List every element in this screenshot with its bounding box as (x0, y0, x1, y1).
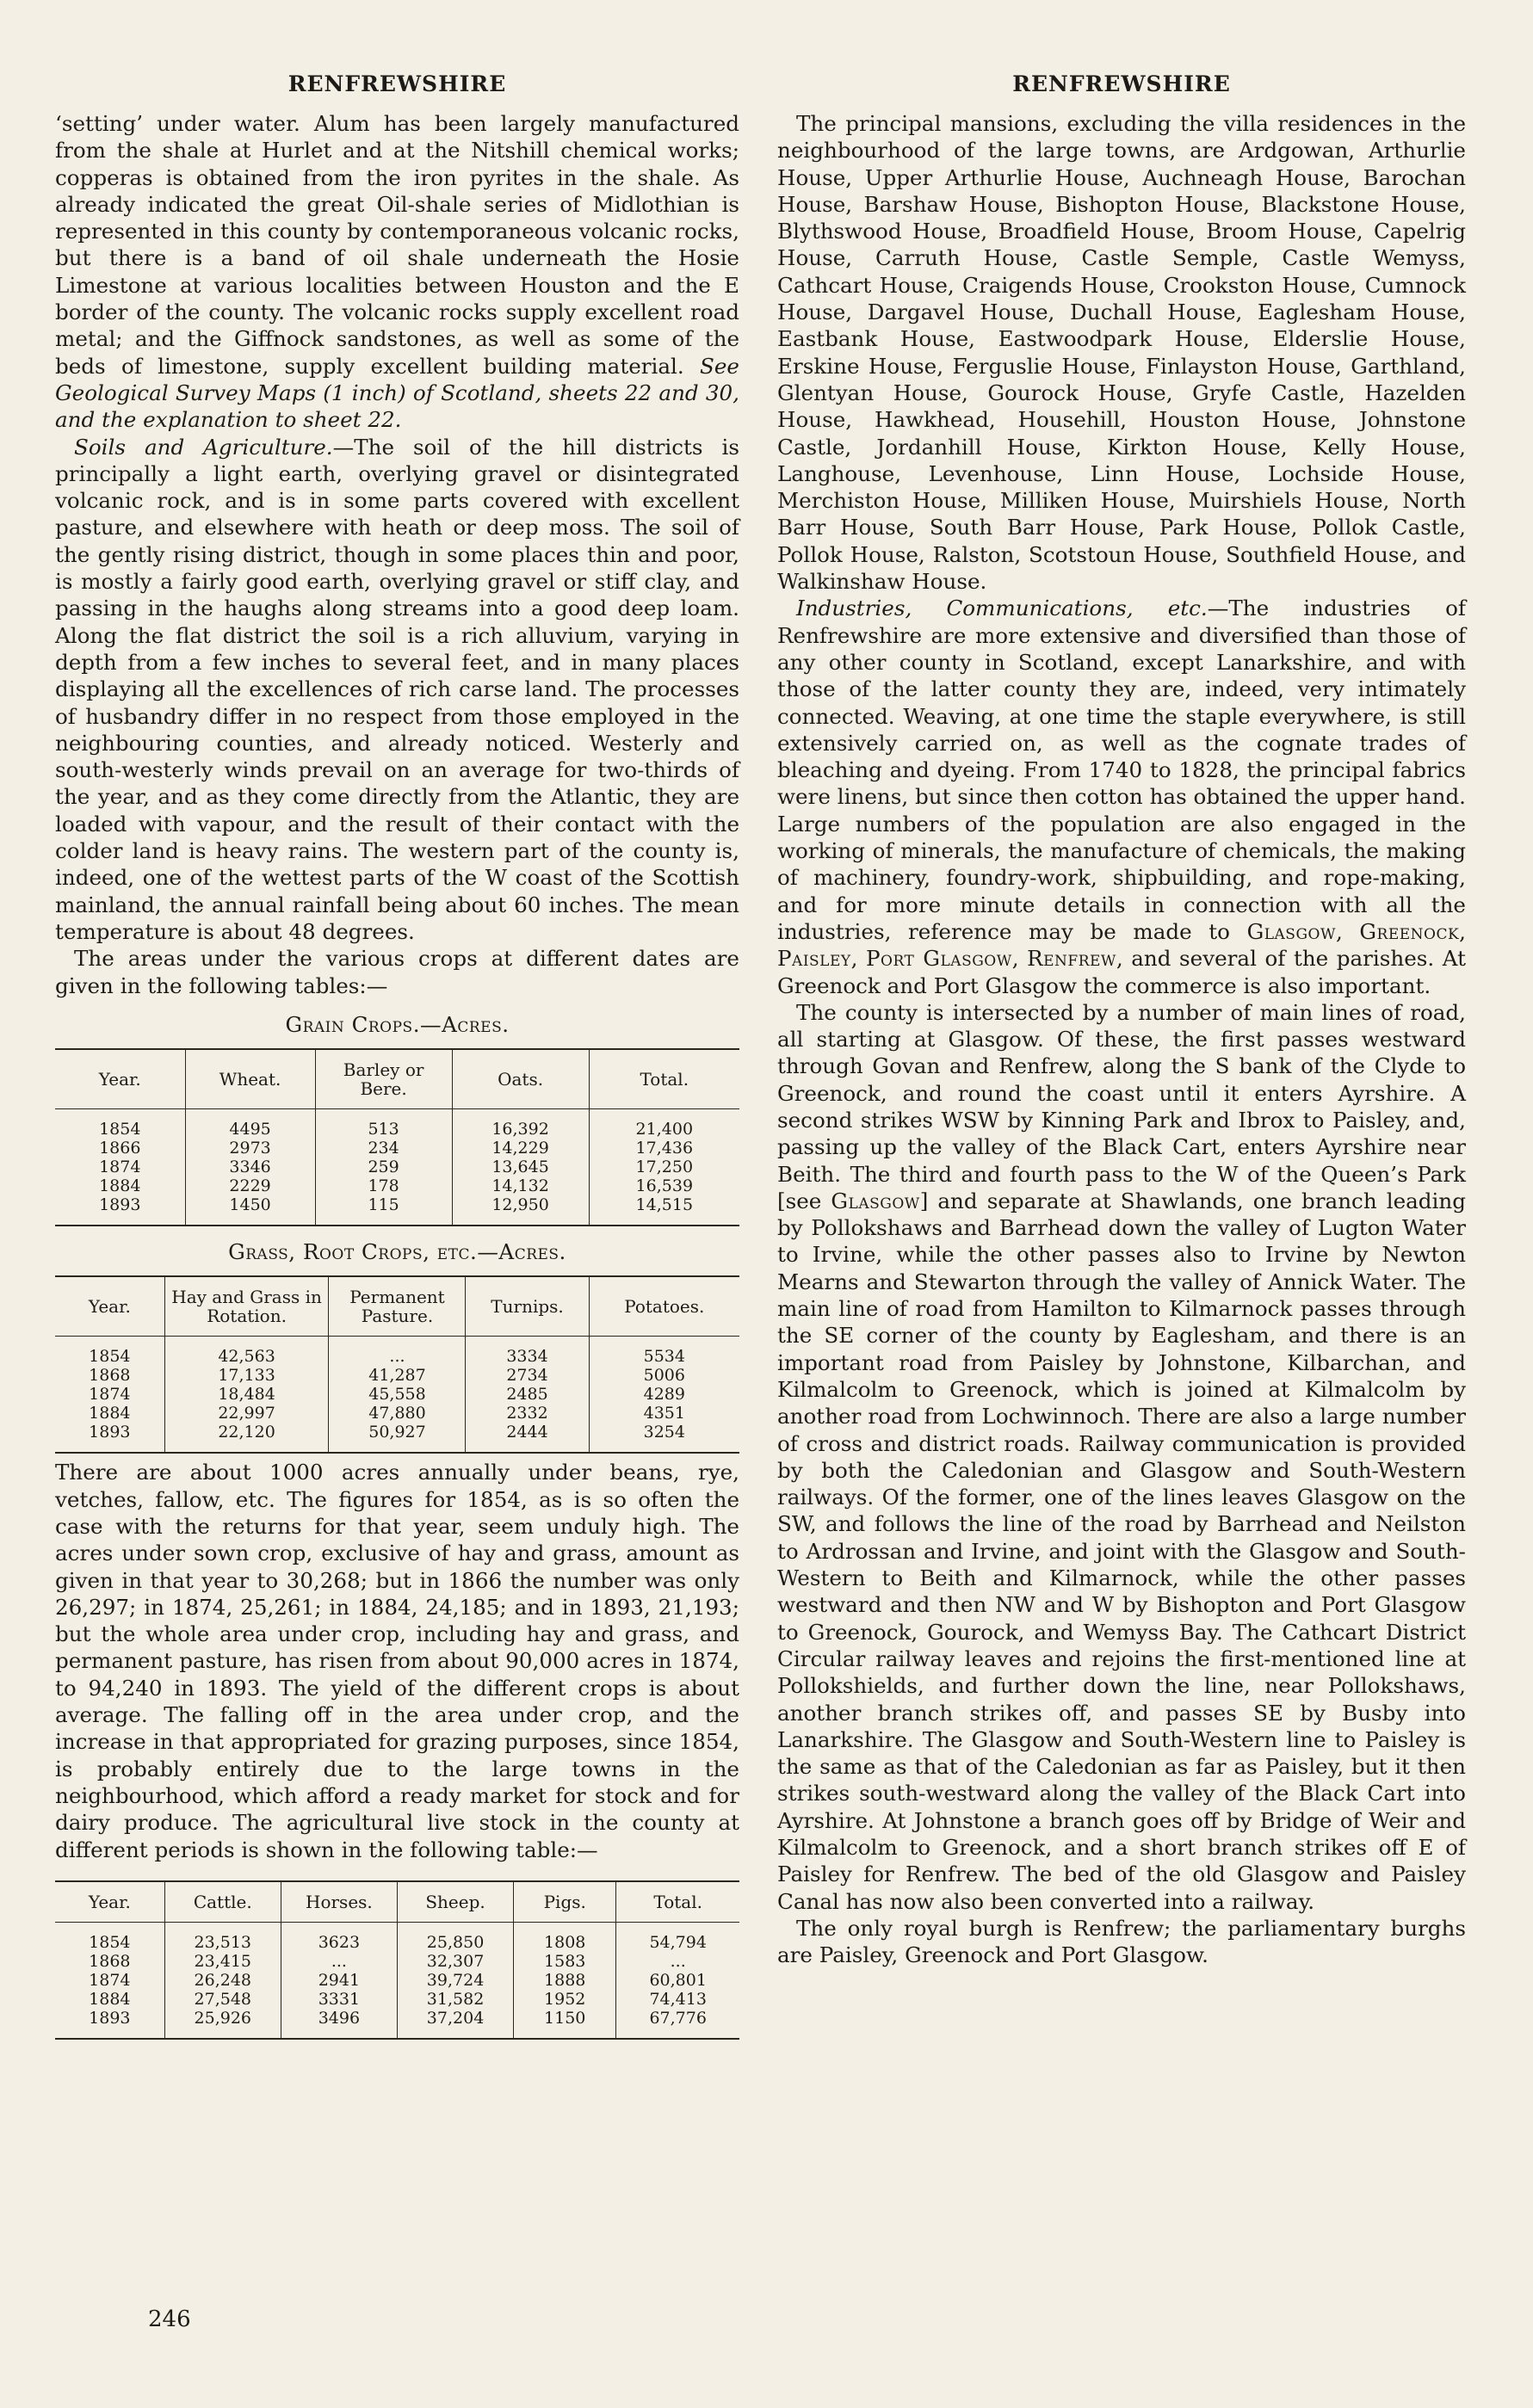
cross-reference: Renfrew (1027, 946, 1116, 972)
column-header: Total. (616, 1881, 739, 1923)
cross-reference: Glasgow (831, 1188, 920, 1213)
table-row: 1893 1450 115 12,950 14,515 (55, 1195, 739, 1226)
table-row: 1884 27,548 3331 31,582 1952 74,413 (55, 1990, 739, 2009)
paragraph-geology: ‘setting’ under water. Alum has been largely manufactured from the shale at Hurlet and at the Nitshill chemical works; copperas is obtained from the iron pyrites in the shale. As already indicated the great Oil-shale series of Midlothian is represented in this county by contemporaneous volcanic rocks, but there is a band of oil shale underneath the Hosie Limestone at various localities between Houston and the E border of the county. The volcanic rocks supply excellent road metal; and the Giffnock sandstones, as well as some of the beds of limestone, supply excellent building material. See Geological Survey Maps (1 inch) of Scotland, sheets 22 and 30, and the explanation to sheet 22. (55, 111, 739, 433)
cross-reference: Paisley (777, 946, 851, 972)
table-live-stock (55, 1880, 739, 2040)
right-column (777, 67, 1466, 1968)
section-heading-industries: Industries, Communications, etc. (796, 596, 1208, 621)
section-heading-soils: Soils and Agriculture. (74, 434, 333, 460)
column-header: Oats. (452, 1049, 589, 1109)
table-grass-root-crops (55, 1275, 739, 1454)
cross-reference: Greenock (1359, 918, 1460, 944)
table-row: 1893 25,926 3496 37,204 1150 67,776 (55, 2009, 739, 2039)
table-header-row (55, 1049, 739, 1109)
table-row: 1866 2973 234 14,229 17,436 (55, 1139, 739, 1158)
table-row: 1854 23,513 3623 25,850 1808 54,794 (55, 1922, 739, 1952)
table-row: 1874 3346 259 13,645 17,250 (55, 1158, 739, 1176)
left-column (55, 67, 739, 2045)
survey-map-reference: See Geological Survey Maps (1 inch) of Scotland, sheets 22 and 30, and the explanation to sheet 22. (55, 353, 739, 433)
column-header: Barley or Bere. (315, 1049, 452, 1109)
table-caption-grass: Grass, Root Crops, etc.—Acres. (228, 1239, 566, 1265)
column-header: Permanent Pasture. (329, 1276, 466, 1337)
paragraph-industries: Industries, Communications, etc.—The industries of Renfrewshire are more extensive and diversified than those of any other county in Scotland, except Lanarkshire, and with those of the latter county they are, indeed, very intimately connected. Weaving, at one time the staple everywhere, is still extensively carried on, as well as the cognate trades of bleaching and dyeing. From 1740 to 1828, the principal fabrics were linens, but since then cotton has obtained the upper hand. Large numbers of the population are also engaged in the working of minerals, the manufacture of chemicals, the making of machinery, foundry-work, shipbuilding, and rope-making, and for more minute details in connection with all the industries, reference may be made to Glasgow, Greenock, Paisley, Port Glasgow, Renfrew, and several of the parishes. At Greenock and Port Glasgow the commerce is also important. (777, 596, 1467, 998)
column-header: Hay and Grass in Rotation. (164, 1276, 329, 1337)
table-grain-crops (55, 1048, 739, 1226)
paragraph-burghs: The only royal burgh is Renfrew; the parliamentary burghs are Paisley, Greenock and Port Glasgow. (777, 1915, 1466, 1968)
table-row: 1884 2229 178 14,132 16,539 (55, 1176, 739, 1195)
paragraph-crop-area: There are about 1000 acres annually under beans, rye, vetches, fallow, etc. The figures for 1854, as is so often the case with the returns for that year, seem unduly high. The acres under sown crop, exclusive of hay and grass, amount as given in that year to 30,268; but in 1866 the number was only 26,297; in 1874, 25,261; in 1884, 24,185; and in 1893, 21,193; but the whole area under crop, including hay and grass, and permanent pasture, has risen from about 90,000 acres in 1874, to 94,240 in 1893. The yield of the different crops is about average. The falling off in the area under crop, and the increase in that appropriated for grazing purposes, since 1854, is probably entirely due to the large towns in the neighbourhood, which afford a ready market for stock and for dairy produce. The agricultural live stock in the county at different periods is shown in the following table:— (55, 1460, 739, 1862)
running-head-right: RENFREWSHIRE (1012, 71, 1231, 96)
column-header: Pigs. (514, 1881, 616, 1923)
column-header: Potatoes. (589, 1276, 739, 1337)
page-number: 246 (148, 2306, 191, 2332)
running-head-left: RENFREWSHIRE (287, 71, 507, 96)
table-header-row (55, 1276, 739, 1337)
table-row: 1854 42,563 ... 3334 5534 (55, 1337, 739, 1367)
table-row: 1868 17,133 41,287 2734 5006 (55, 1366, 739, 1385)
paragraph-crop-intro: The areas under the various crops at different dates are given in the following tables:— (55, 946, 739, 998)
paragraph-soils: Soils and Agriculture.—The soil of the hill districts is principally a light earth, overlying gravel or disintegrated volcanic rock, and is in some parts covered with excellent pasture, and elsewhere with heath or deep moss. The soil of the gently rising district, though in some places thin and poor, is mostly a fairly good earth, overlying gravel or stiff clay, and passing in the haughs along streams into a good deep loam. Along the flat district the soil is a rich alluvium, varying in depth from a few inches to several feet, and in many places displaying all the excellences of rich carse land. The processes of husbandry differ in no respect from those employed in the neighbouring counties, and already noticed. Westerly and south-westerly winds prevail on an average for two-thirds of the year, and as they come directly from the Atlantic, they are loaded with vapour, and the result of their contact with the colder land is heavy rains. The western part of the county is, indeed, one of the wettest parts of the W coast of the Scottish mainland, the annual rainfall being about 60 inches. The mean temperature is about 48 degrees. (55, 434, 739, 944)
table-row: 1874 18,484 45,558 2485 4289 (55, 1385, 739, 1404)
table-header-row (55, 1881, 739, 1923)
column-header: Year. (55, 1049, 185, 1109)
paragraph-roads-railways: The county is intersected by a number of main lines of road, all starting at Glasgow. Of these, the first passes westward through Govan and Renfrew, along the S bank of the Clyde to Greenock, and round the coast until it enters Ayrshire. A second strikes WSW by Kinning Park and Ibrox to Paisley, and, passing up the valley of the Black Cart, enters Ayrshire near Beith. The third and fourth pass to the W of the Queen’s Park [see Glasgow] and separate at Shawlands, one branch leading by Pollokshaws and Barrhead down the valley of Lugton Water to Irvine, while the other passes also to Irvine by Newton Mearns and Stewarton through the valley of Annick Water. The main line of road from Hamilton to Kilmarnock passes through the SE corner of the county by Eaglesham, and there is an important road from Paisley by Johnstone, Kilbarchan, and Kilmalcolm to Greenock, which is joined at Kilmalcolm by another road from Lochwinnoch. There are also a large number of cross and district roads. Railway communication is provided by both the Caledonian and Glasgow and South-Western railways. Of the former, one of the lines leaves Glasgow on the SW, and follows the line of the road by Barrhead and Neilston to Ardrossan and Irvine, and joint with the Glasgow and South-Western to Beith and Kilmarnock, while the other passes westward and then NW and W by Bishopton and Port Glasgow to Greenock, Gourock, and Wemyss Bay. The Cathcart District Circular railway leaves and rejoins the first-mentioned line at Pollokshields, and further down the line, near Pollokshaws, another branch strikes off, and passes SE by Busby into Lanarkshire. The Glasgow and South-Western line to Paisley is the same as that of the Caledonian as far as Paisley, but it then strikes south-westward along the valley of the Black Cart into Ayrshire. At Johnstone a branch goes off by Bridge of Weir and Kilmalcolm to Greenock, and a short branch strikes off E of Paisley for Renfrew. The bed of the old Glasgow and Paisley Canal has now also been converted into a railway. (777, 999, 1466, 1914)
table-row: 1893 22,120 50,927 2444 3254 (55, 1423, 739, 1453)
column-header: Cattle. (164, 1881, 281, 1923)
table-row: 1874 26,248 2941 39,724 1888 60,801 (55, 1971, 739, 1990)
column-header: Horses. (281, 1881, 397, 1923)
column-header: Wheat. (185, 1049, 315, 1109)
cross-reference: Port Glasgow (865, 946, 1012, 972)
column-header: Sheep. (397, 1881, 513, 1923)
column-header: Year. (55, 1881, 164, 1923)
table-caption-grain: Grain Crops.—Acres. (285, 1011, 510, 1037)
cross-reference: Glasgow (1246, 918, 1336, 944)
paragraph-mansions: The principal mansions, excluding the villa residences in the neighbourhood of the large towns, are Ardgowan, Arthurlie House, Upper Arthurlie House, Auchneagh House, Barochan House, Barshaw House, Bishopton House, Blackstone House, Blythswood House, Broadfield House, Broom House, Capelrig House, Carruth House, Castle Semple, Castle Wemyss, Cathcart House, Craigends House, Crookston House, Cumnock House, Dargavel House, Duchall House, Eaglesham House, Eastbank House, Eastwoodpark House, Elderslie House, Erskine House, Ferguslie House, Finlayston House, Garthland, Glentyan House, Gourock House, Gryfe Castle, Hazelden House, Hawkhead, Househill, Houston House, Johnstone Castle, Jordanhill House, Kirkton House, Kelly House, Langhouse, Levenhouse, Linn House, Lochside House, Merchiston House, Milliken House, Muirshiels House, North Barr House, South Barr House, Park House, Pollok Castle, Pollok House, Ralston, Scotstoun House, Southfield House, and Walkinshaw House. (777, 111, 1466, 595)
table-row: 1884 22,997 47,880 2332 4351 (55, 1404, 739, 1423)
column-header: Total. (589, 1049, 739, 1109)
column-header: Turnips. (466, 1276, 589, 1337)
table-row: 1868 23,415 ... 32,307 1583 ... (55, 1952, 739, 1971)
table-row: 1854 4495 513 16,392 21,400 (55, 1109, 739, 1139)
column-header: Year. (55, 1276, 164, 1337)
